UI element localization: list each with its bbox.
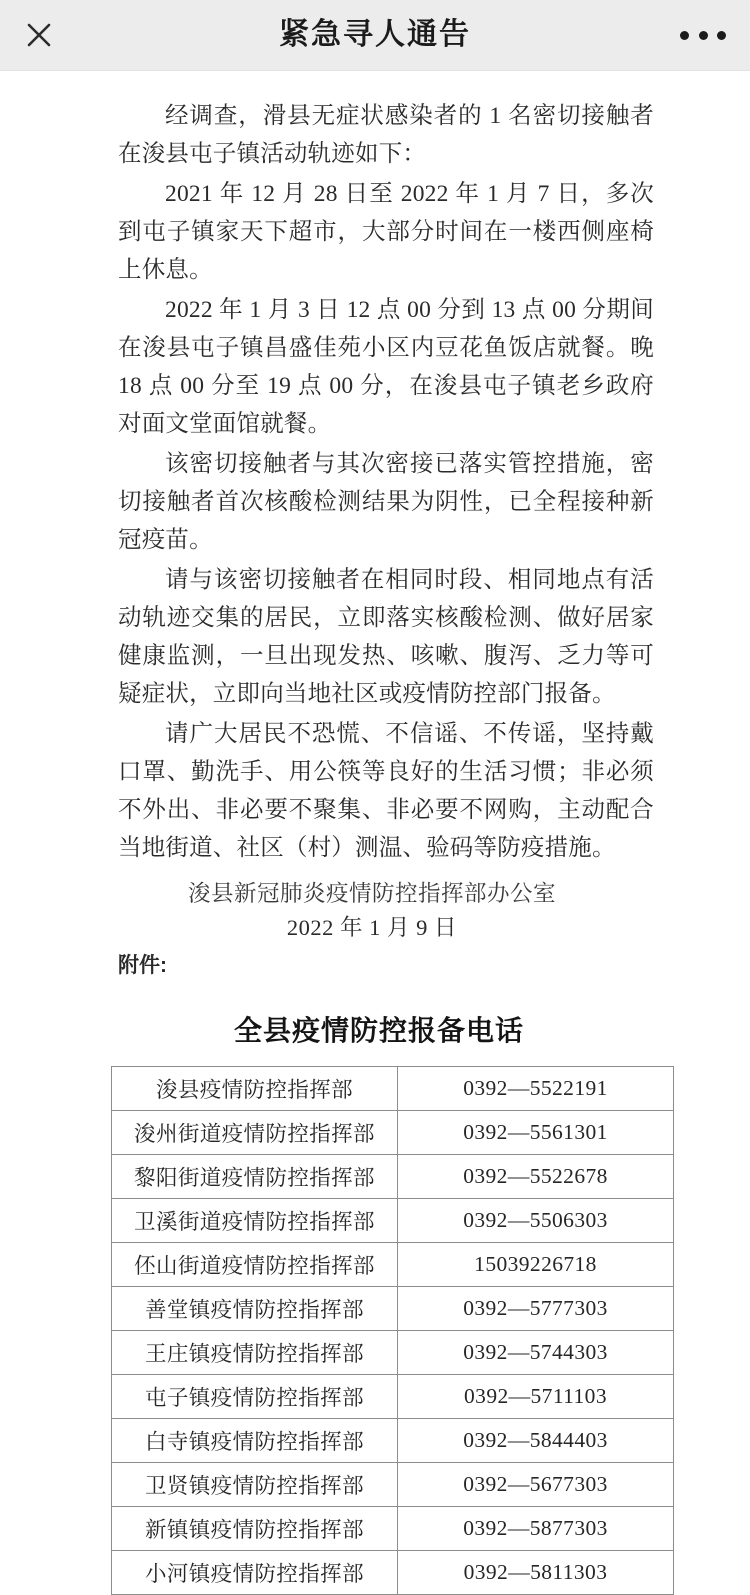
office-cell: 新镇镇疫情防控指挥部 — [112, 1507, 398, 1551]
document-body — [0, 71, 750, 1595]
announcement-paragraph: 请广大居民不恐慌、不信谣、不传谣，坚持戴口罩、勤洗手、用公筷等良好的生活习惯；非必须不外出、非必要不聚集、非必要不网购，主动配合当地街道、社区（村）测温、验码等防疫措施。 — [118, 721, 654, 861]
office-cell: 白寺镇疫情防控指挥部 — [112, 1419, 398, 1463]
phone-cell: 0392—5506303 — [398, 1199, 674, 1243]
office-cell: 卫贤镇疫情防控指挥部 — [112, 1463, 398, 1507]
office-cell: 卫溪街道疫情防控指挥部 — [112, 1199, 398, 1243]
attachment-title: 全县疫情防控报备电话 — [233, 1015, 524, 1046]
announcement-paragraph: 请与该密切接触者在相同时段、相同地点有活动轨迹交集的居民，立即落实核酸检测、做好居家健康监测，一旦出现发热、咳嗽、腹泻、乏力等可疑症状，立即向当地社区或疫情防控部门报备。 — [118, 567, 654, 707]
table-row — [112, 1111, 674, 1155]
phone-cell: 0392—5844403 — [398, 1419, 674, 1463]
phone-cell: 0392—5744303 — [398, 1331, 674, 1375]
table-row — [112, 1199, 674, 1243]
announcement-paragraph: 经调查，滑县无症状感染者的 1 名密切接触者在浚县屯子镇活动轨迹如下： — [118, 103, 654, 167]
table-row — [112, 1375, 674, 1419]
announcement-paragraph: 2022 年 1 月 3 日 12 点 00 分到 13 点 00 分期间在浚县屯子镇昌盛佳苑小区内豆花鱼饭店就餐。晚 18 点 00 分至 19 点 00 分，在浚县屯子镇老乡政府对面文堂面馆就餐。 — [118, 297, 654, 437]
announcement-paragraph: 该密切接触者与其次密接已落实管控措施，密切接触者首次核酸检测结果为阴性，已全程接种新冠疫苗。 — [118, 451, 654, 553]
office-cell: 屯子镇疫情防控指挥部 — [112, 1375, 398, 1419]
table-row — [112, 1551, 674, 1595]
phone-cell: 0392—5677303 — [398, 1463, 674, 1507]
attachment-label: 附件: — [118, 954, 167, 977]
more-horizontal-icon-dot-1 — [680, 31, 689, 40]
hotline-table — [111, 1066, 674, 1595]
table-row — [112, 1507, 674, 1551]
office-cell: 善堂镇疫情防控指挥部 — [112, 1287, 398, 1331]
phone-cell: 15039226718 — [398, 1243, 674, 1287]
signature-organization: 浚县新冠肺炎疫情防控指挥部办公室 — [187, 881, 556, 906]
close-button[interactable] — [22, 18, 56, 52]
phone-cell: 0392—5522191 — [398, 1067, 674, 1111]
office-cell: 浚县疫情防控指挥部 — [112, 1067, 398, 1111]
page-title: 紧急寻人通告 — [279, 18, 471, 51]
table-row — [112, 1331, 674, 1375]
announcement-paragraph: 2021 年 12 月 28 日至 2022 年 1 月 7 日，多次到屯子镇家天下超市，大部分时间在一楼西侧座椅上休息。 — [118, 181, 654, 283]
phone-cell: 0392—5711103 — [398, 1375, 674, 1419]
table-row — [112, 1419, 674, 1463]
office-cell: 小河镇疫情防控指挥部 — [112, 1551, 398, 1595]
announcement-article — [0, 71, 750, 981]
office-cell: 浚州街道疫情防控指挥部 — [112, 1111, 398, 1155]
office-cell: 伾山街道疫情防控指挥部 — [112, 1243, 398, 1287]
signature-date: 2022 年 1 月 9 日 — [286, 915, 458, 940]
table-row — [112, 1067, 674, 1111]
attachment-section — [0, 1009, 750, 1595]
top-navigation-bar — [0, 0, 750, 71]
more-horizontal-icon-dot-2 — [699, 31, 708, 40]
table-row — [112, 1243, 674, 1287]
phone-cell: 0392—5561301 — [398, 1111, 674, 1155]
table-row — [112, 1287, 674, 1331]
signature-block — [118, 877, 654, 945]
more-horizontal-icon-dot-3 — [717, 31, 726, 40]
phone-cell: 0392—5811303 — [398, 1551, 674, 1595]
office-cell: 王庄镇疫情防控指挥部 — [112, 1331, 398, 1375]
table-row — [112, 1155, 674, 1199]
office-cell: 黎阳街道疫情防控指挥部 — [112, 1155, 398, 1199]
hotline-table-body — [112, 1067, 674, 1595]
phone-cell: 0392—5877303 — [398, 1507, 674, 1551]
more-options-button[interactable] — [680, 24, 726, 46]
phone-cell: 0392—5777303 — [398, 1287, 674, 1331]
table-row — [112, 1463, 674, 1507]
phone-cell: 0392—5522678 — [398, 1155, 674, 1199]
close-icon — [24, 20, 54, 50]
